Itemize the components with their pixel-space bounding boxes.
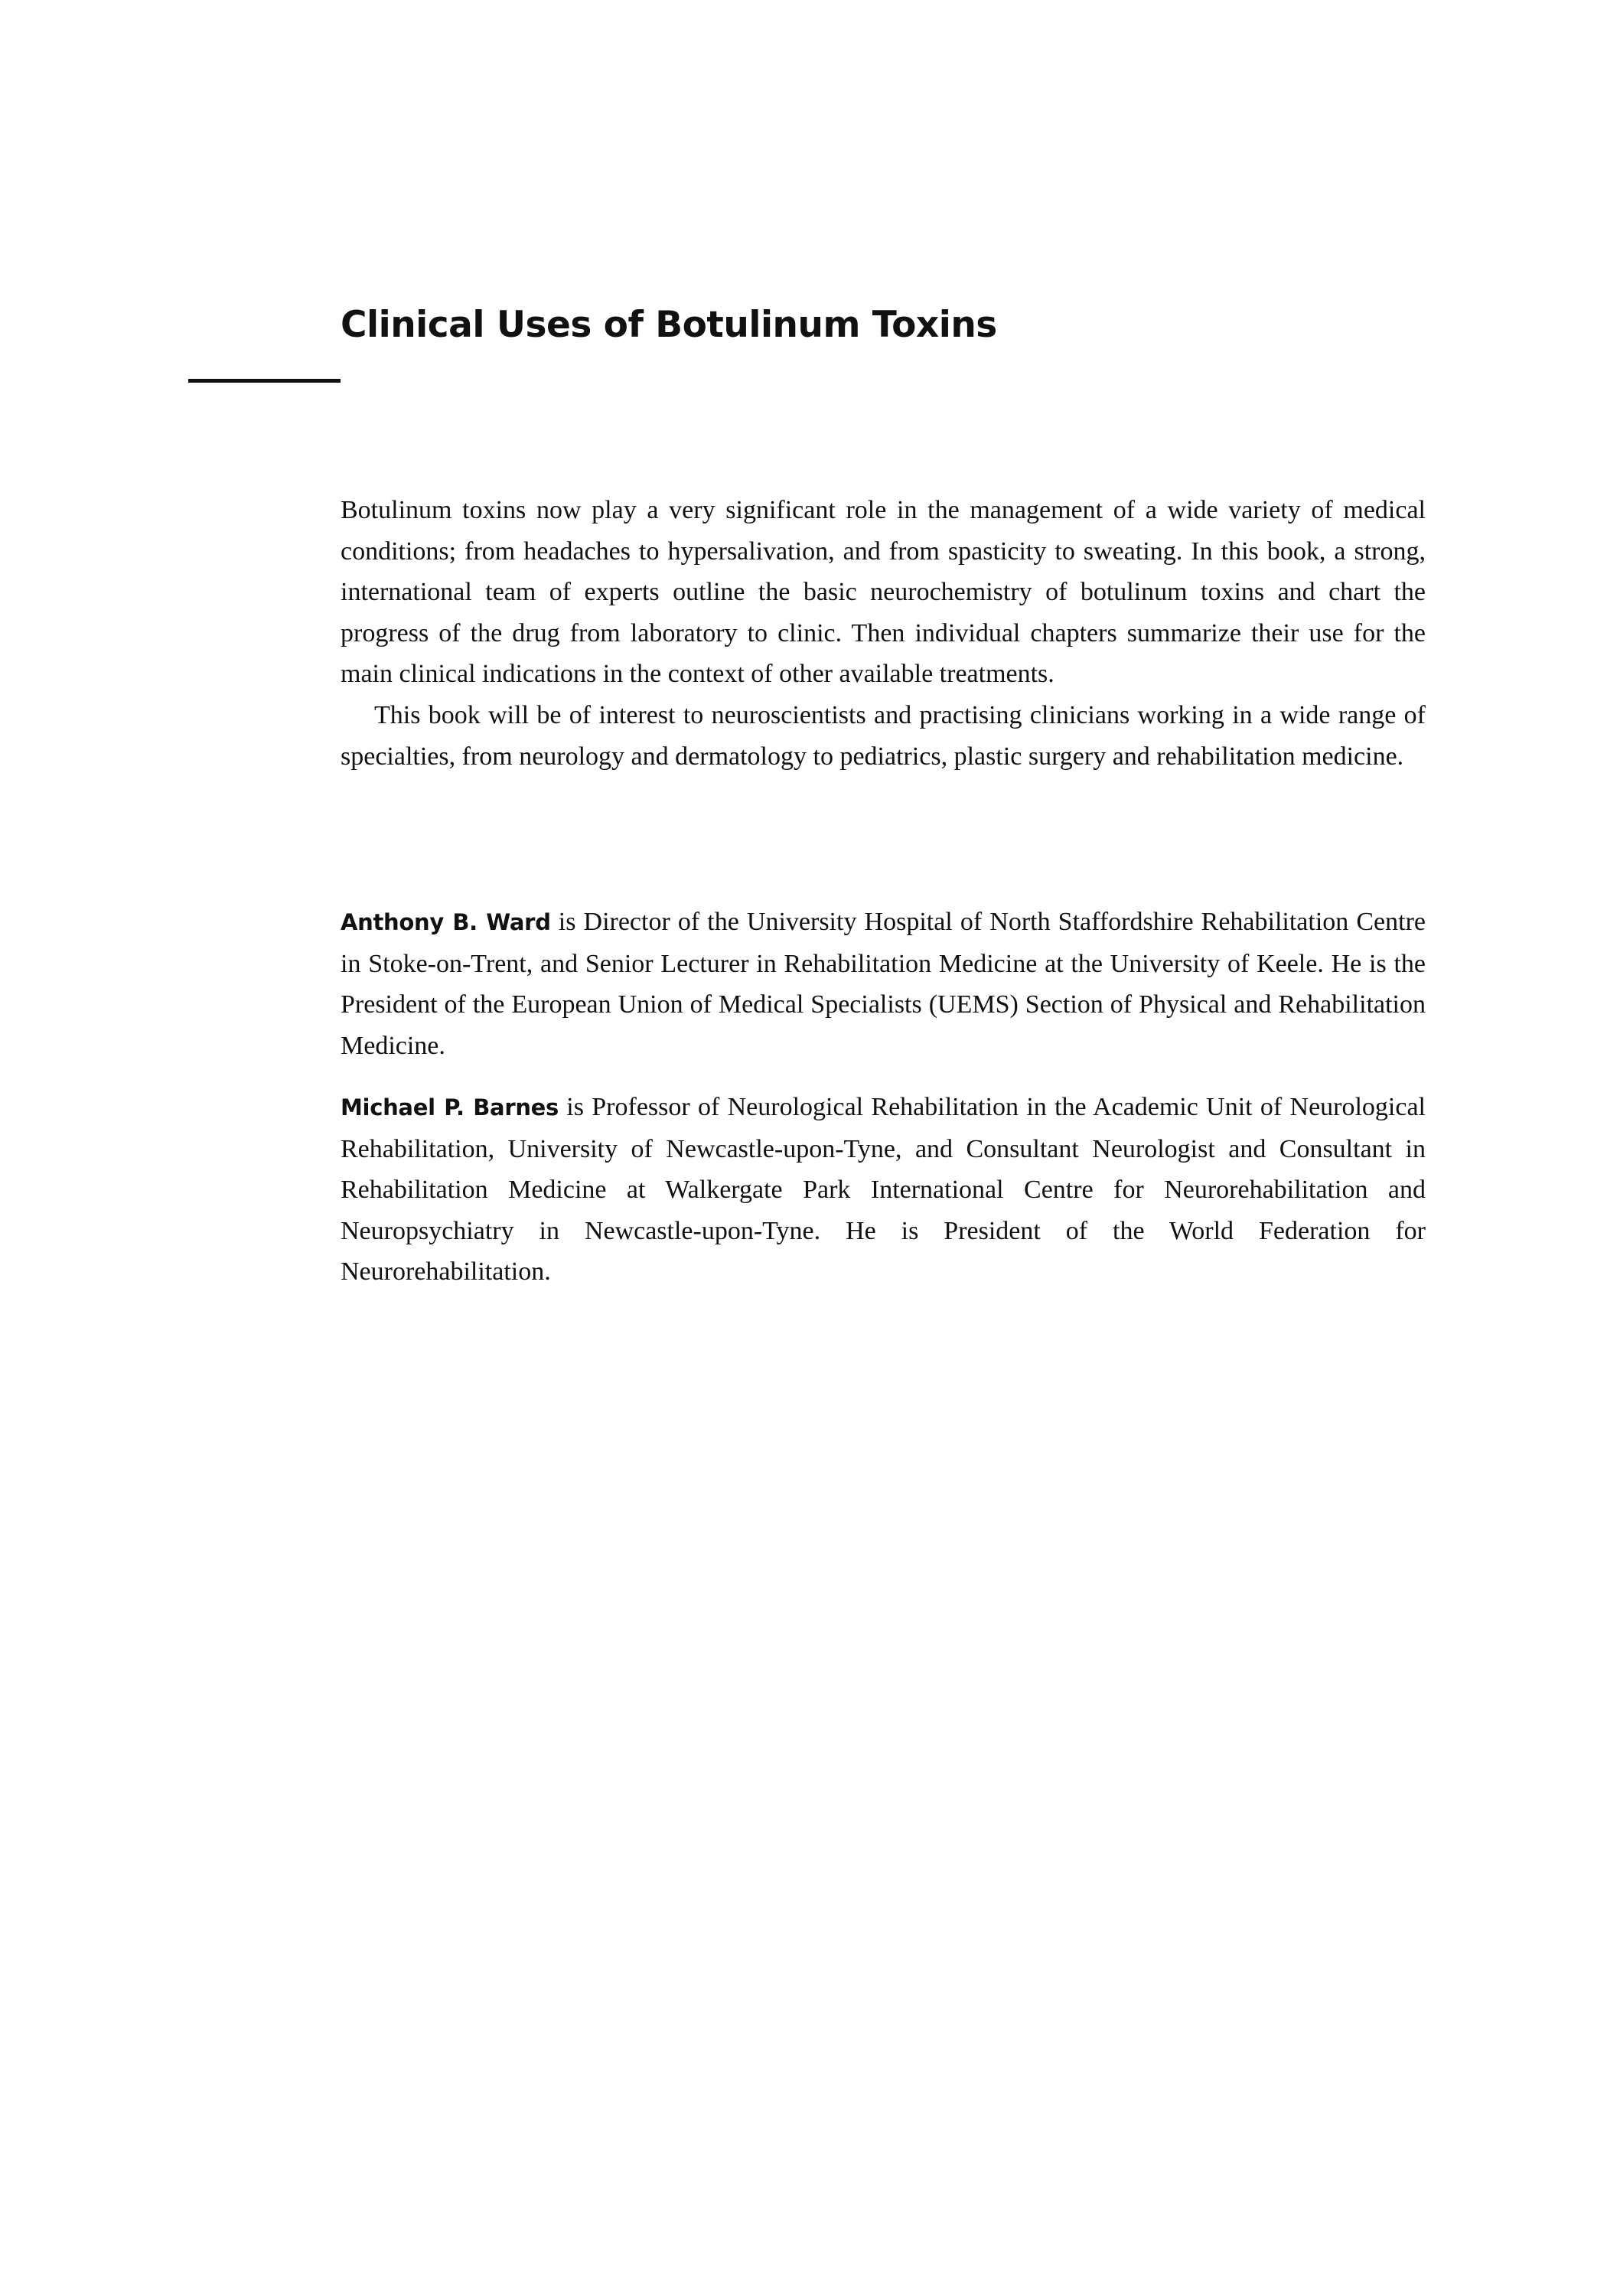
author-bio-text-ward: is Director of the University Hospital of North Staffordshire Rehabilitation Centre in Stoke-on-Trent, and Senior Lecturer in Rehabilitation Medicine at the University of Keele. He is the President of the European Union of Medical Specialists (UEMS) Section of Physical and Rehabilitation Medicine.: [341, 908, 1426, 1060]
author-name-ward: Anthony B. Ward: [341, 909, 551, 935]
book-description: [341, 490, 1426, 777]
title-underline-rule: [188, 379, 341, 383]
description-paragraph-2: This book will be of interest to neuroscientists and practising clinicians working in a wide range of specialties, from neurology and dermatology to pediatrics, plastic surgery and rehabilitation medicine.: [341, 700, 1426, 771]
author-bio-paragraph: [341, 1087, 1426, 1293]
author-bio-text-barnes: is Professor of Neurological Rehabilitation in the Academic Unit of Neurological Rehabilitation, University of Newcastle-upon-Tyne, and Consultant Neurologist and Consultant in Rehabilitation Medicine at Walkergate Park International Centre for Neurorehabilitation and Neuropsychiatry in Newcastle-upon-Tyne. He is President of the World Federation for Neurorehabilitation.: [341, 1093, 1426, 1287]
author-bio-barnes: [341, 1087, 1426, 1293]
book-title: Clinical Uses of Botulinum Toxins: [341, 304, 997, 346]
author-bio-ward: [341, 902, 1426, 1066]
author-bio-paragraph: [341, 902, 1426, 1066]
author-name-barnes: Michael P. Barnes: [341, 1094, 559, 1120]
description-paragraph-1: Botulinum toxins now play a very significant role in the management of a wide variety of medical conditions; from headaches to hypersalivation, and from spasticity to sweating. In this book, a strong, international team of experts outline the basic neurochemistry of botulinum toxins and chart the progress of the drug from laboratory to clinic. Then individual chapters summarize their use for the main clinical indications in the context of other available treatments.: [341, 496, 1426, 689]
